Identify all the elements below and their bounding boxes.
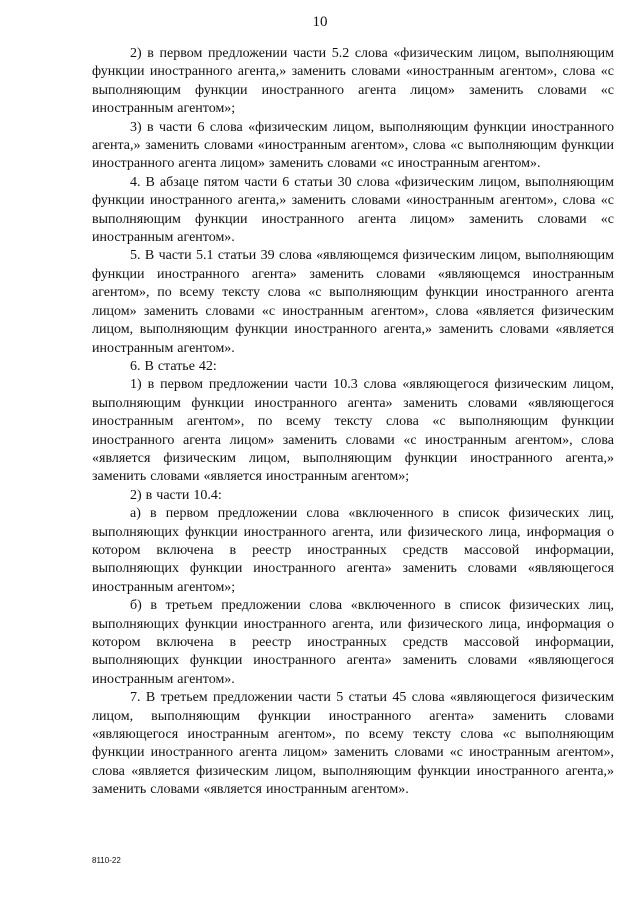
- page-number: 10: [312, 14, 328, 30]
- paragraph-subitem-a: а) в первом предложении слова «включенного в список физических лиц, выполняющих функции иностранного агента, или физического лица, информация о котором включена в реестр иностранных средств массовой информации, выполняющих функции иностранного агента» заменить словами «являющегося иностранным агентом»;: [92, 506, 614, 595]
- paragraph-item-2-part-5-2: 2) в первом предложении части 5.2 слова «физическим лицом, выполняющим функции иностранного агента,» заменить словами «иностранным агентом», слова «с выполняющим функции иностранного агента лицом» заменить словами «с иностранным агентом»;: [92, 46, 614, 117]
- paragraph-item-2-part-10-4: 2) в части 10.4:: [130, 487, 222, 503]
- paragraph-item-1-part-10-3: 1) в первом предложении части 10.3 слова «являющегося физическим лицом, выполняющим функции иностранного агента» заменить словами «являющегося иностранным агентом», по всему тексту слова «с выполняющим функции иностранного агента лицом» заменить словами «с иностранным агентом», слова «является физическим лицом, выполняющим функции иностранного агента,» заменить словами «является иностранным агентом»;: [92, 377, 614, 485]
- paragraph-subitem-b: б) в третьем предложении слова «включенного в список физических лиц, выполняющих функции иностранного агента, или физического лица, информация о котором включена в реестр иностранных средств массовой информации, выполняющих функции иностранного агента» заменить словами «являющегося иностранным агентом».: [92, 598, 614, 687]
- paragraph-point-6-article-42: 6. В статье 42:: [130, 358, 217, 374]
- paragraph-point-5-article-39: 5. В части 5.1 статьи 39 слова «являющемся физическим лицом, выполняющим функции иностранного агента» заменить словами «являющемся иностранным агентом», по всему тексту слова «с выполняющим функции иностранного агента лицом» заменить словами «с иностранным агентом», слова «является физическим лицом, выполняющим функции иностранного агента,» заменить словами «является иностранным агентом».: [92, 248, 614, 356]
- document-code: 8110-22: [92, 856, 121, 865]
- paragraph-point-4-article-30: 4. В абзаце пятом части 6 статьи 30 слова «физическим лицом, выполняющим функции иностранного агента,» заменить словами «иностранным агентом», слова «с выполняющим функции иностранного агента лицом» заменить словами «с иностранным агентом».: [92, 174, 614, 246]
- paragraph-point-7-article-45: 7. В третьем предложении части 5 статьи 45 слова «являющегося физическим лицом, выполняющим функции иностранного агента» заменить словами «являющегося иностранным агентом», по всему тексту слова «с выполняющим функции иностранного агента лицом» заменить словами «с иностранным агентом», слова «является физическим лицом, выполняющим функции иностранного агента,» заменить словами «является иностранным агентом».: [92, 690, 614, 798]
- document-body: [92, 45, 614, 800]
- paragraph-item-3-part-6: 3) в части 6 слова «физическим лицом, выполняющим функции иностранного агента,» заменить словами «иностранным агентом», слова «с выполняющим функции иностранного агента лицом» заменить словами «с иностранным агентом».: [92, 119, 614, 172]
